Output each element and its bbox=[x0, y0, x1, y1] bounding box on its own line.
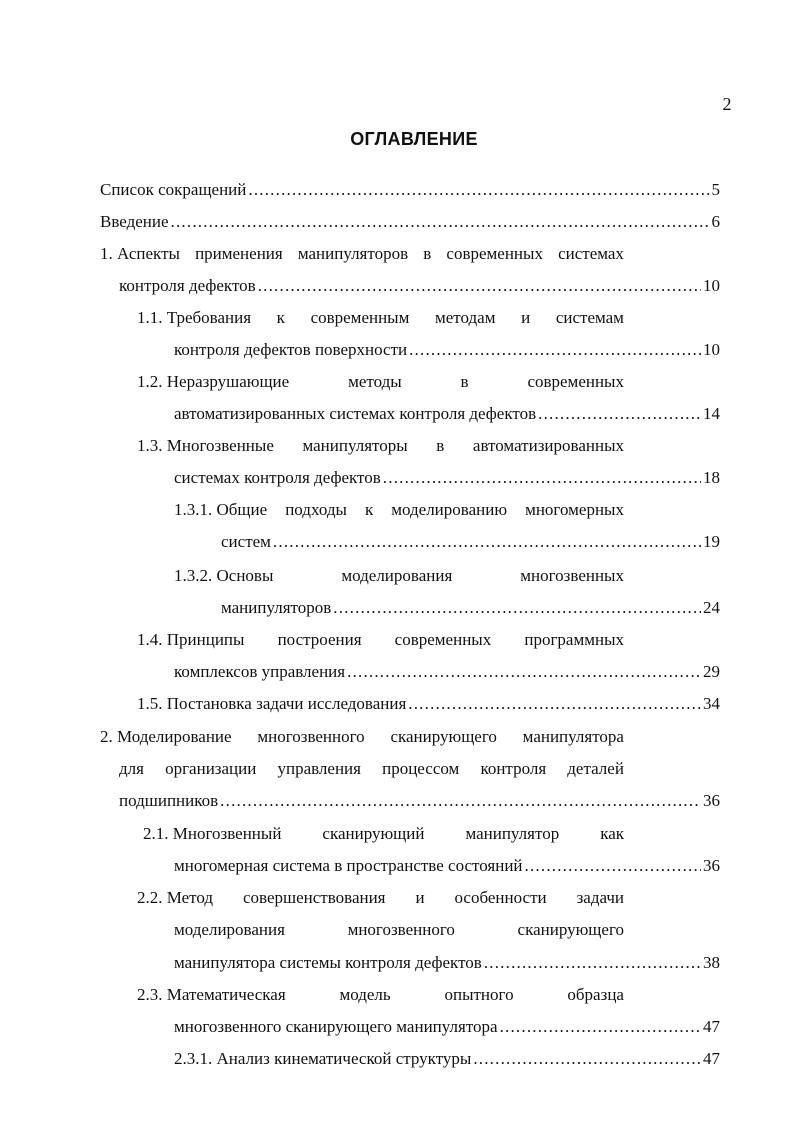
toc-entry-1-3-1-line-1[interactable] bbox=[174, 498, 624, 522]
toc-entry-introduction[interactable] bbox=[100, 210, 720, 234]
toc-entry-chapter-2-line-3[interactable] bbox=[119, 789, 720, 813]
toc-entry-text: Введение bbox=[100, 212, 169, 231]
toc-entry-text: 1.5. Постановка задачи исследования bbox=[137, 694, 407, 713]
toc-entry-1-3-2-line-2[interactable] bbox=[221, 596, 720, 620]
toc-page-number: 38 bbox=[703, 953, 720, 972]
word: и bbox=[521, 308, 531, 327]
dot-leader bbox=[347, 660, 701, 684]
word: манипулятор bbox=[465, 824, 560, 843]
word: автоматизированных bbox=[472, 436, 624, 455]
word: для bbox=[119, 759, 144, 778]
dot-leader bbox=[273, 530, 701, 554]
toc-entry-chapter-2-line-2[interactable] bbox=[119, 757, 624, 781]
word: в bbox=[436, 436, 445, 455]
toc-page-number: 47 bbox=[703, 1049, 720, 1068]
toc-entry-chapter-2-line-1[interactable] bbox=[100, 725, 624, 749]
toc-entry-text: систем bbox=[221, 532, 271, 551]
word: многозвенного bbox=[257, 727, 365, 746]
word: сканирующего bbox=[517, 920, 624, 939]
word: образца bbox=[567, 985, 624, 1004]
word: системах bbox=[558, 244, 624, 263]
word: как bbox=[600, 824, 624, 843]
word: деталей bbox=[567, 759, 624, 778]
word: в bbox=[460, 372, 469, 391]
word: многозвенного bbox=[347, 920, 455, 939]
word: 1.2. Неразрушающие bbox=[137, 372, 290, 391]
toc-entry-1-1-line-2[interactable] bbox=[174, 338, 720, 362]
toc-entry-2-2-line-1[interactable] bbox=[137, 886, 624, 910]
word: современных bbox=[446, 244, 543, 263]
word: 1.4. Принципы bbox=[137, 630, 245, 649]
word: опытного bbox=[444, 985, 514, 1004]
toc-entry-1-3-line-1[interactable] bbox=[137, 434, 624, 458]
word: особенности bbox=[454, 888, 547, 907]
word: контроля bbox=[480, 759, 547, 778]
toc-entry-abbreviations[interactable] bbox=[100, 178, 720, 202]
word: построения bbox=[277, 630, 362, 649]
toc-entry-text: системах контроля дефектов bbox=[174, 468, 381, 487]
word: современным bbox=[310, 308, 410, 327]
toc-page-number: 19 bbox=[703, 532, 720, 551]
word: и bbox=[415, 888, 425, 907]
toc-entry-2-3-line-1[interactable] bbox=[137, 983, 624, 1007]
dot-leader bbox=[484, 951, 701, 975]
word: к bbox=[276, 308, 285, 327]
word: манипуляторы bbox=[302, 436, 408, 455]
toc-page-number: 10 bbox=[703, 276, 720, 295]
word: 1. Аспекты bbox=[100, 244, 180, 263]
toc-page-number: 14 bbox=[703, 404, 720, 423]
toc-page-number: 18 bbox=[703, 468, 720, 487]
toc-page-number: 29 bbox=[703, 662, 720, 681]
toc-entry-chapter-1-line-2[interactable] bbox=[119, 274, 720, 298]
toc-entry-1-2-line-1[interactable] bbox=[137, 370, 624, 394]
word: управления bbox=[277, 759, 361, 778]
toc-entry-1-2-line-2[interactable] bbox=[174, 402, 720, 426]
word: моделирования bbox=[341, 566, 453, 585]
word: задачи bbox=[576, 888, 624, 907]
page-number: 2 bbox=[722, 94, 732, 114]
toc-entry-1-3-line-2[interactable] bbox=[174, 466, 720, 490]
word: многомерных bbox=[525, 500, 624, 519]
dot-leader bbox=[383, 466, 701, 490]
dot-leader bbox=[408, 692, 701, 716]
word: моделированию bbox=[391, 500, 508, 519]
toc-page-number: 47 bbox=[703, 1017, 720, 1036]
word: 2.1. Многозвенный bbox=[143, 824, 282, 843]
dot-leader bbox=[333, 596, 701, 620]
toc-entry-2-1-line-1[interactable] bbox=[143, 822, 624, 846]
toc-entry-1-4-line-2[interactable] bbox=[174, 660, 720, 684]
word: программных bbox=[524, 630, 624, 649]
toc-entry-1-3-1-line-2[interactable] bbox=[221, 530, 720, 554]
word: системам bbox=[555, 308, 624, 327]
word: 2. Моделирование bbox=[100, 727, 232, 746]
dot-leader bbox=[500, 1015, 701, 1039]
word: 1.1. Требования bbox=[137, 308, 252, 327]
word: применения bbox=[195, 244, 283, 263]
word: совершенствования bbox=[243, 888, 386, 907]
toc-page-number: 6 bbox=[711, 212, 720, 231]
toc-entry-text: многомерная система в пространстве состояний bbox=[174, 856, 523, 875]
dot-leader bbox=[409, 338, 701, 362]
word: сканирующего bbox=[390, 727, 497, 746]
toc-entry-2-2-line-3[interactable] bbox=[174, 951, 720, 975]
toc-entry-text: автоматизированных системах контроля дефектов bbox=[174, 404, 537, 423]
toc-entry-text: подшипников bbox=[119, 791, 219, 810]
toc-entry-text: манипуляторов bbox=[221, 598, 332, 617]
toc-entry-2-3-line-2[interactable] bbox=[174, 1015, 720, 1039]
toc-entry-text: Список сокращений bbox=[100, 180, 247, 199]
toc-entry-1-4-line-1[interactable] bbox=[137, 628, 624, 652]
word: манипуляторов bbox=[297, 244, 409, 263]
word: организации bbox=[165, 759, 257, 778]
word: модель bbox=[339, 985, 391, 1004]
dot-leader bbox=[473, 1047, 701, 1071]
word: в bbox=[423, 244, 432, 263]
word: манипулятора bbox=[522, 727, 624, 746]
toc-entry-text: контроля дефектов bbox=[119, 276, 256, 295]
word: 1.3. Многозвенные bbox=[137, 436, 274, 455]
toc-entry-chapter-1-line-1[interactable] bbox=[100, 242, 624, 266]
toc-entry-text: многозвенного сканирующего манипулятора bbox=[174, 1017, 498, 1036]
toc-entry-text: 2.3.1. Анализ кинематической структуры bbox=[174, 1049, 472, 1068]
toc-entry-text: манипулятора системы контроля дефектов bbox=[174, 953, 482, 972]
word: современных bbox=[394, 630, 492, 649]
toc-entry-1-1-line-1[interactable] bbox=[137, 306, 624, 330]
word: 2.3. Математическая bbox=[137, 985, 286, 1004]
toc-entry-2-1-line-2[interactable] bbox=[174, 854, 720, 878]
toc-entry-text: комплексов управления bbox=[174, 662, 346, 681]
toc-entry-2-3-1[interactable] bbox=[174, 1047, 720, 1071]
word: методы bbox=[348, 372, 402, 391]
dot-leader bbox=[248, 178, 709, 202]
toc-page-number: 34 bbox=[703, 694, 720, 713]
word: подходы bbox=[285, 500, 347, 519]
page-title: ОГЛАВЛЕНИЕ bbox=[350, 129, 478, 149]
toc-entry-1-3-2-line-1[interactable] bbox=[174, 564, 624, 588]
dot-leader bbox=[525, 854, 701, 878]
word: процессом bbox=[382, 759, 460, 778]
toc-entry-text: контроля дефектов поверхности bbox=[174, 340, 408, 359]
word: к bbox=[364, 500, 374, 519]
toc-entry-2-2-line-2[interactable] bbox=[174, 918, 624, 942]
word: 1.3.1. Общие bbox=[174, 500, 268, 519]
dot-leader bbox=[258, 274, 701, 298]
toc-page-number: 36 bbox=[703, 856, 720, 875]
word: 1.3.2. Основы bbox=[174, 566, 274, 585]
word: сканирующий bbox=[322, 824, 425, 843]
toc-page-number: 10 bbox=[703, 340, 720, 359]
word: моделирования bbox=[174, 920, 285, 939]
toc-page-number: 24 bbox=[703, 598, 720, 617]
toc-page-number: 36 bbox=[703, 791, 720, 810]
word: 2.2. Метод bbox=[137, 888, 214, 907]
word: многозвенных bbox=[520, 566, 624, 585]
toc-page-number: 5 bbox=[711, 180, 720, 199]
dot-leader bbox=[538, 402, 701, 426]
dot-leader bbox=[171, 210, 710, 234]
toc-entry-1-5[interactable] bbox=[137, 692, 720, 716]
word: методам bbox=[434, 308, 496, 327]
dot-leader bbox=[220, 789, 701, 813]
word: современных bbox=[527, 372, 624, 391]
